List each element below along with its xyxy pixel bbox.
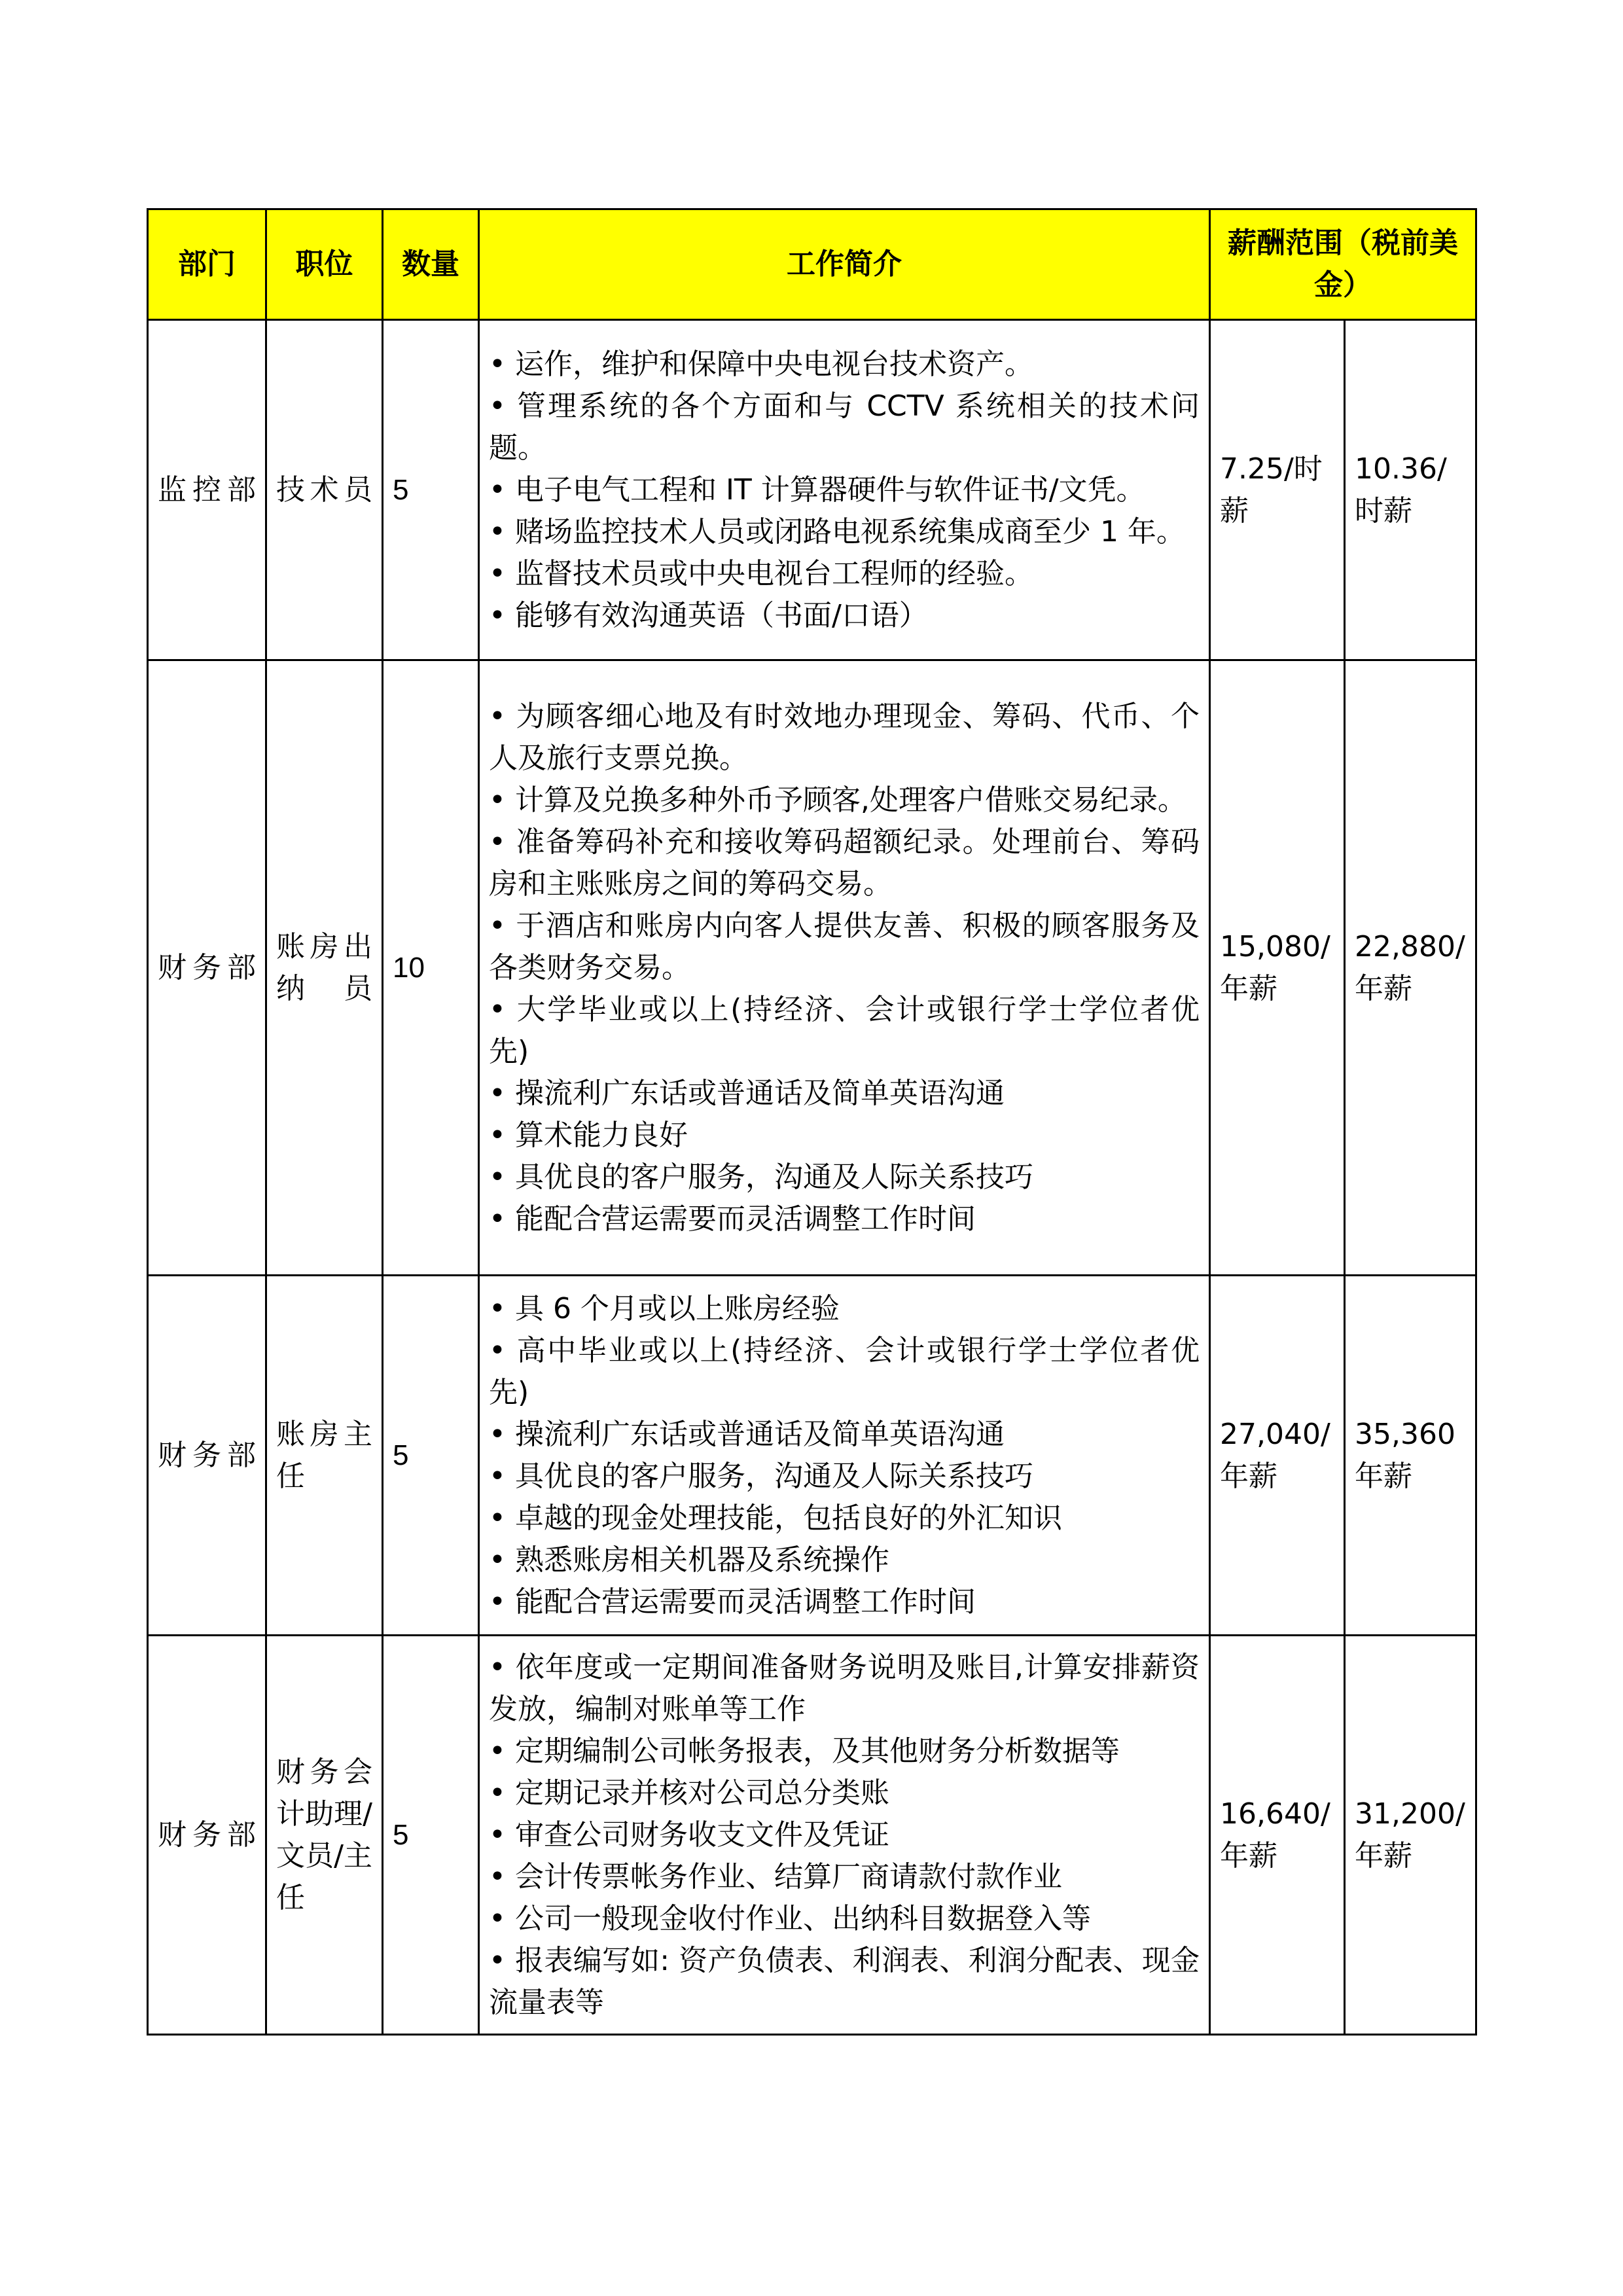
salary-max-cell: 10.36/时薪 <box>1345 320 1476 660</box>
position-cell: 财务会计助理/文员/主任 <box>266 1636 383 2035</box>
dept-cell: 财务部 <box>148 660 266 1276</box>
description-item: • 于酒店和账房内向客人提供友善、积极的顾客服务及各类财务交易。 <box>489 905 1200 989</box>
description-list <box>489 344 1200 637</box>
count-cell: 5 <box>383 1636 479 2035</box>
description-item: • 审查公司财务收支文件及凭证 <box>489 1814 1200 1856</box>
description-item: • 定期编制公司帐务报表，及其他财务分析数据等 <box>489 1731 1200 1772</box>
count-cell: 5 <box>383 320 479 660</box>
description-item: • 具优良的客户服务，沟通及人际关系技巧 <box>489 1157 1200 1198</box>
description-item: • 电子电气工程和 IT 计算器硬件与软件证书/文凭。 <box>489 469 1200 511</box>
salary-max-cell: 35,360年薪 <box>1345 1276 1476 1636</box>
description-item: • 会计传票帐务作业、结算厂商请款付款作业 <box>489 1856 1200 1898</box>
description-item: • 具优良的客户服务，沟通及人际关系技巧 <box>489 1456 1200 1498</box>
header-description: 工作简介 <box>479 209 1210 320</box>
salary-max-cell: 22,880/年薪 <box>1345 660 1476 1276</box>
description-cell <box>479 660 1210 1276</box>
position-cell: 账房出纳员 <box>266 660 383 1276</box>
header-position: 职位 <box>266 209 383 320</box>
salary-min-cell: 27,040/年薪 <box>1210 1276 1345 1636</box>
description-list <box>489 1647 1200 2024</box>
description-item: • 大学毕业或以上(持经济、会计或银行学士学位者优先) <box>489 989 1200 1073</box>
table-row <box>148 660 1476 1276</box>
description-item: • 监督技术员或中央电视台工程师的经验。 <box>489 553 1200 595</box>
description-item: • 为顾客细心地及有时效地办理现金、筹码、代币、个人及旅行支票兑换。 <box>489 696 1200 780</box>
description-item: • 计算及兑换多种外币予顾客,处理客户借账交易纪录。 <box>489 780 1200 821</box>
description-item: • 算术能力良好 <box>489 1115 1200 1157</box>
description-item: • 管理系统的各个方面和与 CCTV 系统相关的技术问题。 <box>489 386 1200 469</box>
count-cell: 5 <box>383 1276 479 1636</box>
description-item: • 卓越的现金处理技能，包括良好的外汇知识 <box>489 1498 1200 1539</box>
description-item: • 报表编写如: 资产负债表、利润表、利润分配表、现金流量表等 <box>489 1940 1200 2024</box>
header-row <box>148 209 1476 320</box>
description-item: • 运作，维护和保障中央电视台技术资产。 <box>489 344 1200 386</box>
description-item: • 熟悉账房相关机器及系统操作 <box>489 1539 1200 1581</box>
description-cell <box>479 1276 1210 1636</box>
description-cell <box>479 320 1210 660</box>
description-item: • 能配合营运需要而灵活调整工作时间 <box>489 1198 1200 1240</box>
dept-cell: 财务部 <box>148 1276 266 1636</box>
description-list <box>489 696 1200 1240</box>
table-row <box>148 320 1476 660</box>
table-row <box>148 1276 1476 1636</box>
header-salary: 薪酬范围（税前美金） <box>1210 209 1476 320</box>
description-item: • 高中毕业或以上(持经济、会计或银行学士学位者优先) <box>489 1330 1200 1414</box>
description-item: • 操流利广东话或普通话及简单英语沟通 <box>489 1414 1200 1456</box>
description-item: • 准备筹码补充和接收筹码超额纪录。处理前台、筹码房和主账账房之间的筹码交易。 <box>489 821 1200 905</box>
dept-cell: 监控部 <box>148 320 266 660</box>
count-cell: 10 <box>383 660 479 1276</box>
description-item: • 具 6 个月或以上账房经验 <box>489 1288 1200 1330</box>
header-dept: 部门 <box>148 209 266 320</box>
salary-max-cell: 31,200/年薪 <box>1345 1636 1476 2035</box>
header-count: 数量 <box>383 209 479 320</box>
table-row <box>148 1636 1476 2035</box>
description-item: • 公司一般现金收付作业、出纳科目数据登入等 <box>489 1898 1200 1940</box>
job-table <box>147 208 1477 2036</box>
description-item: • 赌场监控技术人员或闭路电视系统集成商至少 1 年。 <box>489 511 1200 553</box>
description-list <box>489 1288 1200 1623</box>
salary-min-cell: 16,640/年薪 <box>1210 1636 1345 2035</box>
description-cell <box>479 1636 1210 2035</box>
description-item: • 定期记录并核对公司总分类账 <box>489 1772 1200 1814</box>
salary-min-cell: 15,080/年薪 <box>1210 660 1345 1276</box>
description-item: • 操流利广东话或普通话及简单英语沟通 <box>489 1073 1200 1115</box>
table-body <box>148 320 1476 2035</box>
dept-cell: 财务部 <box>148 1636 266 2035</box>
salary-min-cell: 7.25/时薪 <box>1210 320 1345 660</box>
position-cell: 技术员 <box>266 320 383 660</box>
description-item: • 依年度或一定期间准备财务说明及账目,计算安排薪资发放，编制对账单等工作 <box>489 1647 1200 1731</box>
position-cell: 账房主任 <box>266 1276 383 1636</box>
description-item: • 能配合营运需要而灵活调整工作时间 <box>489 1581 1200 1623</box>
description-item: • 能够有效沟通英语（书面/口语） <box>489 595 1200 637</box>
